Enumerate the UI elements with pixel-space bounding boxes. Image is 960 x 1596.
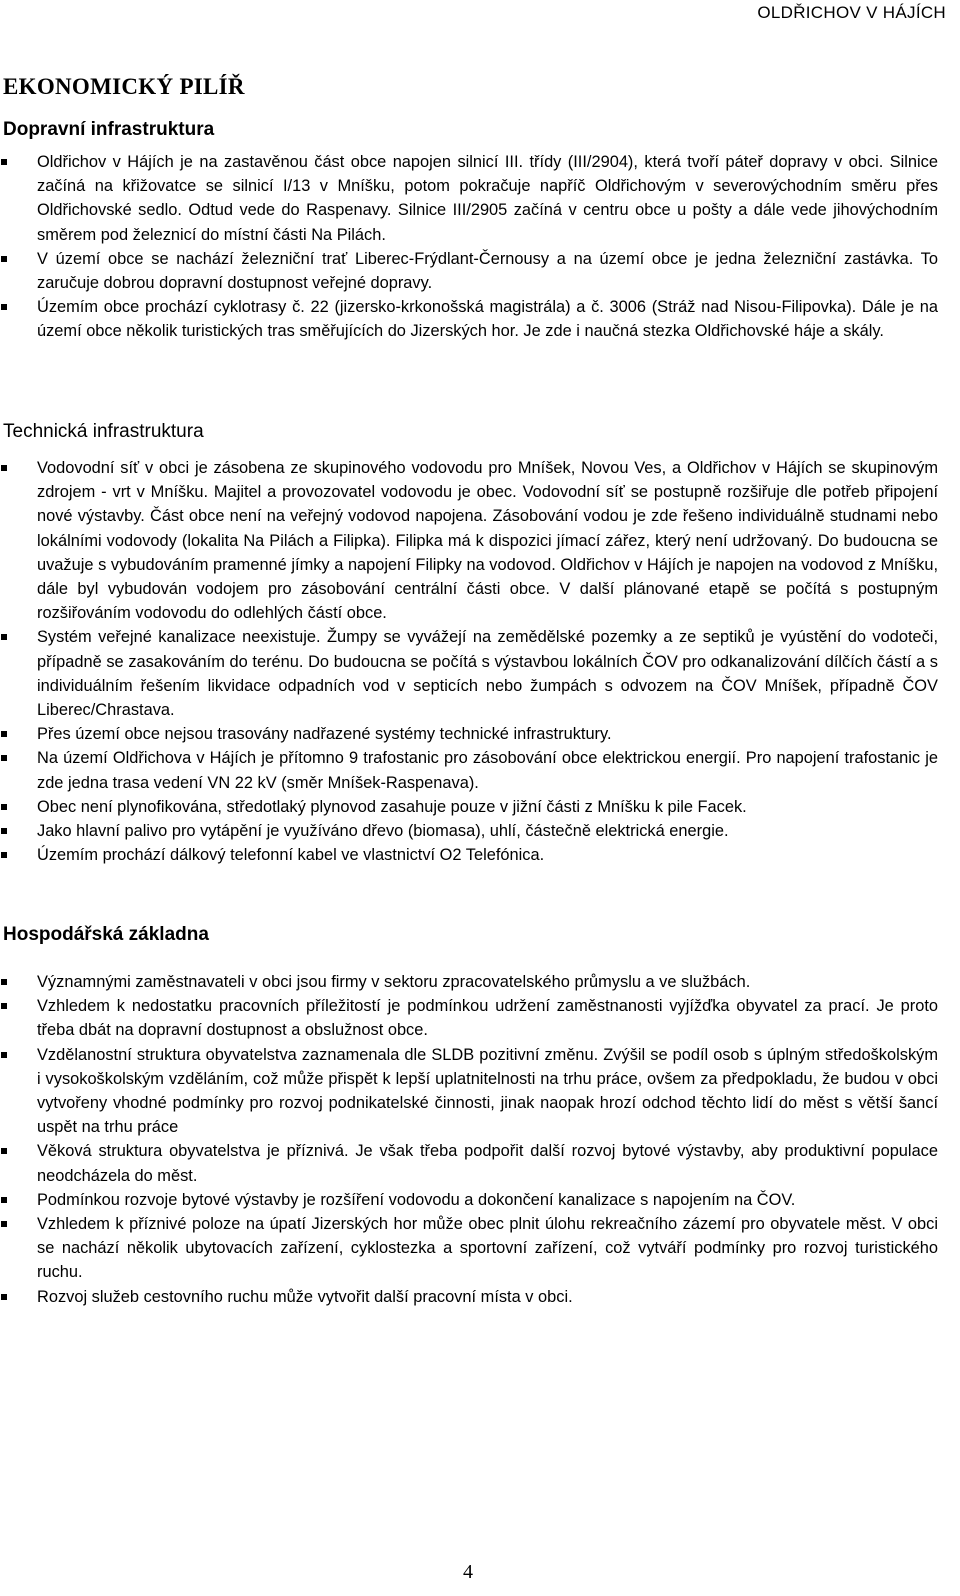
bullet-list-technika (0, 456, 938, 867)
section-heading-hospodarstvi: Hospodářská základna (3, 924, 209, 945)
running-header: OLDŘICHOV V HÁJÍCH (757, 3, 946, 22)
section-heading-doprava: Dopravní infrastruktura (3, 119, 215, 140)
bullet-list-hospodarstvi (0, 970, 938, 1309)
bullet-list-doprava (0, 150, 938, 344)
list-item: Na území Oldřichova v Hájích je přítomno 9 trafostanic pro zásobování obce elektrickou energií. Pro napojení trafostanic je zde jedna trasa vedení VN 22 kV (směr Mníšek-Raspenava). (0, 746, 938, 794)
list-item: Vzdělanostní struktura obyvatelstva zaznamenala dle SLDB pozitivní změnu. Zvýšil se podíl osob s úplným středoškolským i vysokoškolským vzděláním, což může přispět k lepší uplatnitelnosti na trhu práce, ovšem za předpokladu, že budou v obci vytvořeny vhodné podmínky pro rozvoj podnikatelské činnosti, jinak naopak hrozí odchod těchto lidí do měst s větší šancí uspět na trhu práce (0, 1043, 938, 1140)
section-heading-technika: Technická infrastruktura (3, 421, 204, 442)
list-item: Vzhledem k příznivé poloze na úpatí Jizerských hor může obec plnit úlohu rekreačního zázemí pro obyvatele měst. V obci se nachází několik ubytovacích zařízení, cyklostezka a sportovní zařízení, což vytváří podmínky pro rozvoj turistického ruchu. (0, 1212, 938, 1285)
list-item: Systém veřejné kanalizace neexistuje. Žumpy se vyvážejí na zemědělské pozemky a ze septiků je vyústění do vodoteči, případně se zasakováním do terénu. Do budoucna se počítá s výstavbou lokálních ČOV pro odkanalizování dílčích částí a s individuálním řešením likvidace odpadních vod v septicích nebo žumpách s odvozem na ČOV Mníšek, případně ČOV Liberec/Chrastava. (0, 625, 938, 722)
list-item: Jako hlavní palivo pro vytápění je využíváno dřevo (biomasa), uhlí, částečně elektrická energie. (0, 819, 938, 843)
list-item: Rozvoj služeb cestovního ruchu může vytvořit další pracovní místa v obci. (0, 1285, 938, 1309)
list-item: Podmínkou rozvoje bytové výstavby je rozšíření vodovodu a dokončení kanalizace s napojením na ČOV. (0, 1188, 938, 1212)
list-item: Obec není plynofikována, středotlaký plynovod zasahuje pouze v jižní části z Mníšku k pile Facek. (0, 795, 938, 819)
list-item: Územím prochází dálkový telefonní kabel ve vlastnictví O2 Telefónica. (0, 843, 938, 867)
list-item: Vzhledem k nedostatku pracovních příležitostí je podmínkou udržení zaměstnanosti vyjížďka obyvatel za prací. Je proto třeba dbát na dopravní dostupnost a obslužnost obce. (0, 994, 938, 1042)
list-item: Územím obce prochází cyklotrasy č. 22 (jizersko-krkonošská magistrála) a č. 3006 (Stráž nad Nisou-Filipovka). Dále je na území obce několik turistických tras směřujících do Jizerských hor. Je zde i naučná stezka Oldřichovské háje a skály. (0, 295, 938, 343)
list-item: Věková struktura obyvatelstva je příznivá. Je však třeba podpořit další rozvoj bytové výstavby, aby produktivní populace neodcházela do měst. (0, 1139, 938, 1187)
page-number: 4 (463, 1561, 473, 1583)
list-item: V území obce se nachází železniční trať Liberec-Frýdlant-Černousy a na území obce je jedna železniční zastávka. To zaručuje dobrou dopravní dostupnost veřejné dopravy. (0, 247, 938, 295)
list-item: Významnými zaměstnavateli v obci jsou firmy v sektoru zpracovatelského průmyslu a ve službách. (0, 970, 938, 994)
list-item: Přes území obce nejsou trasovány nadřazené systémy technické infrastruktury. (0, 722, 938, 746)
list-item: Vodovodní síť v obci je zásobena ze skupinového vodovodu pro Mníšek, Novou Ves, a Oldřichov v Hájích se skupinovým zdrojem - vrt v Mníšku. Majitel a provozovatel vodovodu je obec. Vodovodní síť se postupně rozšiřuje dle potřeb připojení nové výstavby. Část obce není na veřejný vodovod napojena. Zásobování vodou je zde řešeno individuálně studnami nebo lokálními vodovody (lokalita Na Pilách a Filipka). Filipka má k dispozici jímací zářez, který není udržovaný. Do budoucna se uvažuje s vybudováním pramenné jímky a napojení Filipky na vodovod. Oldřichov v Hájích je napojen na vodovod z Mníšku, dále byl vybudován vodojem pro zásobování centrální části obce. V další plánované etapě se počítá s postupným rozšiřováním vodovodu do odlehlých částí obce. (0, 456, 938, 625)
page-title: EKONOMICKÝ PILÍŘ (3, 74, 245, 99)
list-item: Oldřichov v Hájích je na zastavěnou část obce napojen silnicí III. třídy (III/2904), která tvoří páteř dopravy v obci. Silnice začíná na křižovatce se silnicí I/13 v Mníšku, potom pokračuje napříč Oldřichovým v severovýchodním směru přes Oldřichovské sedlo. Odtud vede do Raspenavy. Silnice III/2905 začíná v centru obce u pošty a dále vede jihovýchodním směrem pod železnicí do místní části Na Pilách. (0, 150, 938, 247)
